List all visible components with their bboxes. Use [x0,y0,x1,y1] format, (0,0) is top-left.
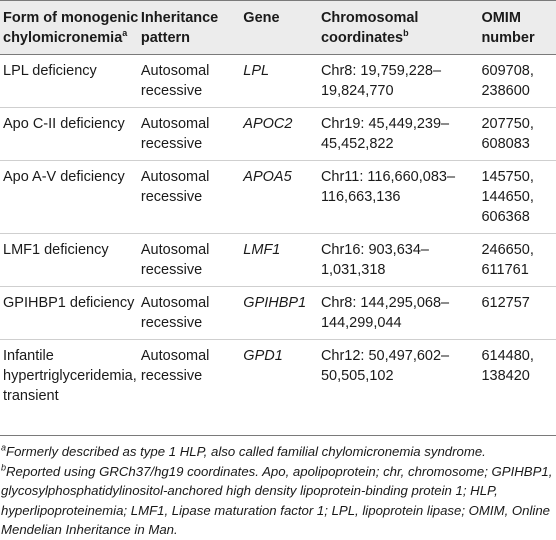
header-coordinates [321,1,482,55]
header-form-label: Form of monogenic chylomicronemia [3,10,139,46]
footnote-b-text: Reported using GRCh37/hg19 coordinates. Apo, apolipoprotein; chr, chromosome; GPIHBP1, glycosylphosphatidylinositol-anchored high density lipoprotein-binding protein 1; HLP, hyperlipoproteinemia; LMF1, Lipase maturation factor 1; LPL, lipoprotein lipase; OMIM, Online Mendelian Inheritance in Man. [1,463,553,537]
table-row [0,161,556,234]
cell-omim: 207750, 608083 [481,116,534,152]
footnote-a-marker: a [122,28,128,39]
cell-inheritance: Autosomal recessive [140,63,210,99]
cell-inheritance: Autosomal recessive [140,116,210,152]
table-row [0,287,556,340]
cell-inheritance: Autosomal recessive [140,169,210,205]
cell-gene: GPD1 [243,348,283,364]
cell-omim: 612757 [481,295,530,311]
cell-gene: APOA5 [243,169,292,185]
cell-coordinates: Chr8: 144,295,068–144,299,044 [320,295,450,331]
cell-form: Apo A-V deficiency [3,169,125,185]
footnote-a-mark: a [1,442,7,453]
cell-gene: LMF1 [243,242,281,258]
footnote-b-marker: b [403,28,409,39]
cell-coordinates: Chr11: 116,660,083–116,663,136 [320,169,456,205]
cell-form: GPIHBP1 deficiency [3,295,135,311]
header-inheritance: Inheritance pattern [141,1,243,55]
cell-form: Infantile hypertriglyceridemia, transient [3,348,137,404]
footnote-b-mark: b [1,462,7,473]
cell-gene: LPL [243,63,270,79]
cell-coordinates: Chr8: 19,759,228–19,824,770 [320,63,442,99]
table-row [0,108,556,161]
cell-coordinates: Chr16: 903,634–1,031,318 [320,242,429,278]
table-footnotes [0,435,556,540]
cell-form: Apo C-II deficiency [3,116,125,132]
table-row [0,234,556,287]
footnote-a-text: Formerly described as type 1 HLP, also called familial chylomicronemia syndrome. [6,444,486,459]
header-omim: OMIM number [481,1,556,55]
cell-omim: 246650, 611761 [481,242,534,278]
cell-omim: 609708, 238600 [481,63,534,99]
cell-inheritance: Autosomal recessive [140,242,210,278]
cell-inheritance: Autosomal recessive [140,348,210,384]
cell-gene: APOC2 [243,116,293,132]
table-row [0,340,556,413]
header-gene: Gene [243,1,321,55]
cell-inheritance: Autosomal recessive [140,295,210,331]
cell-omim: 145750, 144650, 606368 [481,169,534,225]
table-header-row [0,1,556,55]
cell-coordinates: Chr19: 45,449,239–45,452,822 [320,116,450,152]
header-coordinates-label: Chromosomal coordinates [320,10,419,46]
cell-form: LPL deficiency [3,63,97,79]
cell-form: LMF1 deficiency [3,242,109,258]
table-row [0,55,556,108]
cell-gene: GPIHBP1 [243,295,307,311]
footnote-a [0,442,556,462]
footnote-b [0,462,556,540]
cell-coordinates: Chr12: 50,497,602–50,505,102 [320,348,450,384]
header-form [0,1,141,55]
cell-omim: 614480, 138420 [481,348,534,384]
